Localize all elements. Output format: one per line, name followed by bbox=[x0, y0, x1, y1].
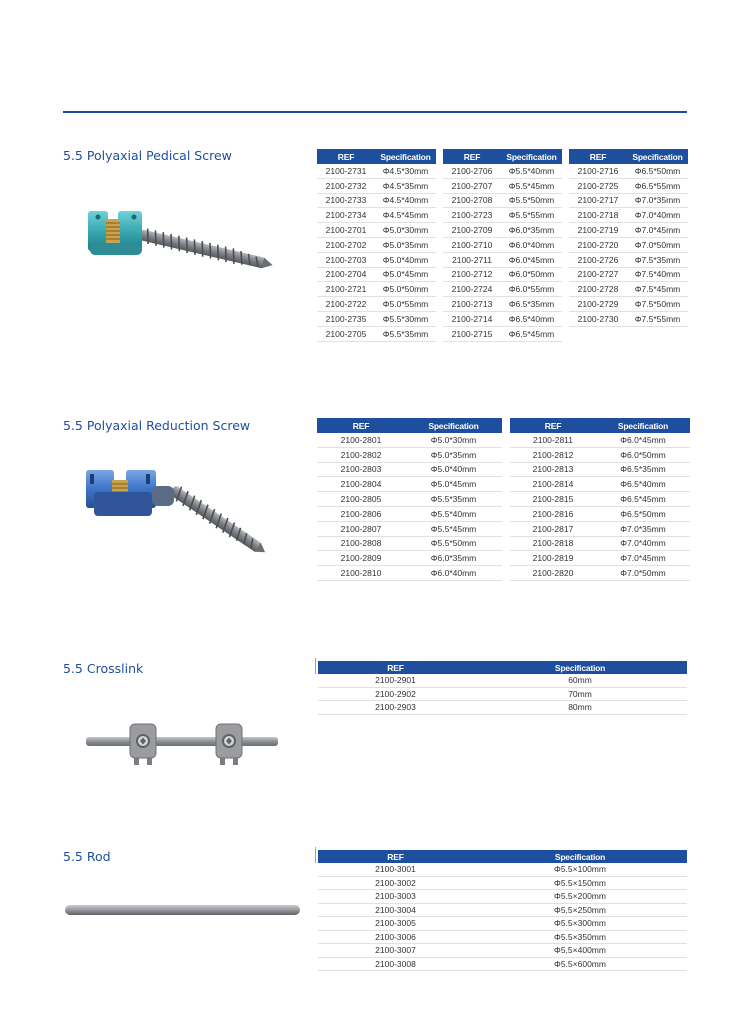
specification-cell: Φ6.5*35mm bbox=[501, 297, 562, 312]
column-header-ref: REF bbox=[317, 418, 405, 433]
table-row bbox=[317, 223, 436, 238]
ref-cell: 2100-2715 bbox=[443, 326, 501, 341]
table-row bbox=[443, 193, 562, 208]
ref-cell: 2100-2718 bbox=[569, 208, 627, 223]
ref-cell: 2100-2704 bbox=[317, 267, 375, 282]
ref-cell: 2100-2809 bbox=[317, 551, 405, 566]
ref-cell: 2100-2727 bbox=[569, 267, 627, 282]
specification-cell: Φ7.5*35mm bbox=[627, 252, 688, 267]
table-row bbox=[318, 890, 687, 904]
ref-cell: 2100-2811 bbox=[510, 433, 596, 447]
specification-cell: Φ5.5×200mm bbox=[473, 890, 687, 904]
table-row bbox=[317, 447, 502, 462]
specification-cell: Φ5.5×300mm bbox=[473, 917, 687, 931]
ref-cell: 2100-2725 bbox=[569, 178, 627, 193]
pedical-table-1 bbox=[317, 149, 436, 342]
table-row bbox=[443, 326, 562, 341]
ref-cell: 2100-2734 bbox=[317, 208, 375, 223]
table-row bbox=[317, 521, 502, 536]
table-row bbox=[510, 521, 690, 536]
ref-cell: 2100-2720 bbox=[569, 237, 627, 252]
ref-cell: 2100-2803 bbox=[317, 462, 405, 477]
table-row bbox=[317, 536, 502, 551]
rod-title: 5.5 Rod bbox=[63, 849, 111, 864]
column-header-specification: Specification bbox=[596, 418, 690, 433]
ref-cell: 2100-2730 bbox=[569, 311, 627, 326]
column-header-ref: REF bbox=[510, 418, 596, 433]
specification-cell: Φ7.0*35mm bbox=[596, 521, 690, 536]
specification-cell: Φ5.5*50mm bbox=[405, 536, 502, 551]
column-header-specification: Specification bbox=[627, 149, 688, 164]
table-row bbox=[318, 917, 687, 931]
table-row bbox=[510, 433, 690, 447]
column-header-ref: REF bbox=[318, 850, 473, 863]
crosslink-image bbox=[82, 718, 282, 766]
ref-cell: 2100-2817 bbox=[510, 521, 596, 536]
table-row bbox=[510, 477, 690, 492]
specification-cell: Φ6.0*45mm bbox=[596, 433, 690, 447]
table-row bbox=[510, 551, 690, 566]
specification-cell: Φ6.0*50mm bbox=[501, 267, 562, 282]
table-row bbox=[443, 208, 562, 223]
table-row bbox=[569, 237, 688, 252]
table-row bbox=[317, 492, 502, 507]
ref-cell: 2100-3001 bbox=[318, 863, 473, 876]
specification-cell: Φ5.5*55mm bbox=[501, 208, 562, 223]
specification-cell: Φ5.0*55mm bbox=[375, 297, 436, 312]
rod-image bbox=[64, 902, 302, 918]
crosslink-title: 5.5 Crosslink bbox=[63, 661, 144, 676]
specification-cell: Φ6.0*35mm bbox=[501, 223, 562, 238]
specification-cell: Φ5.5×400mm bbox=[473, 944, 687, 958]
ref-cell: 2100-2707 bbox=[443, 178, 501, 193]
reduction-table-1 bbox=[317, 418, 502, 581]
specification-cell: Φ5.0*35mm bbox=[405, 447, 502, 462]
ref-cell: 2100-3005 bbox=[318, 917, 473, 931]
ref-cell: 2100-2724 bbox=[443, 282, 501, 297]
table-row bbox=[317, 462, 502, 477]
table-row bbox=[317, 551, 502, 566]
specification-cell: Φ7.5*45mm bbox=[627, 282, 688, 297]
specification-cell: Φ6.5*50mm bbox=[627, 164, 688, 178]
table-row bbox=[317, 208, 436, 223]
pedical-screw-title: 5.5 Polyaxial Pedical Screw bbox=[63, 148, 232, 163]
table-row bbox=[443, 297, 562, 312]
reduction-screw-title: 5.5 Polyaxial Reduction Screw bbox=[63, 418, 251, 433]
ref-cell: 2100-2723 bbox=[443, 208, 501, 223]
reduction-table-2 bbox=[510, 418, 690, 581]
table-row bbox=[510, 566, 690, 581]
specification-cell: Φ6.0*55mm bbox=[501, 282, 562, 297]
column-header-specification: Specification bbox=[473, 850, 687, 863]
ref-cell: 2100-2902 bbox=[318, 687, 473, 701]
specification-cell: Φ6.0*40mm bbox=[405, 566, 502, 581]
ref-cell: 2100-2731 bbox=[317, 164, 375, 178]
specification-cell: Φ5.5*40mm bbox=[405, 506, 502, 521]
specification-cell: Φ5.5×350mm bbox=[473, 930, 687, 944]
ref-cell: 2100-2701 bbox=[317, 223, 375, 238]
table-row bbox=[318, 687, 687, 701]
ref-cell: 2100-2816 bbox=[510, 506, 596, 521]
table-row bbox=[318, 957, 687, 971]
ref-cell: 2100-3007 bbox=[318, 944, 473, 958]
table-row bbox=[317, 506, 502, 521]
table-row bbox=[317, 252, 436, 267]
specification-cell: Φ5.5×150mm bbox=[473, 876, 687, 890]
specification-cell: Φ6.0*45mm bbox=[501, 252, 562, 267]
ref-cell: 2100-2729 bbox=[569, 297, 627, 312]
ref-cell: 2100-2702 bbox=[317, 237, 375, 252]
table-row bbox=[510, 492, 690, 507]
specification-cell: Φ7.0*35mm bbox=[627, 193, 688, 208]
specification-cell: Φ6.5*50mm bbox=[596, 506, 690, 521]
ref-cell: 2100-2708 bbox=[443, 193, 501, 208]
specification-cell: Φ5.0*40mm bbox=[375, 252, 436, 267]
ref-cell: 2100-2805 bbox=[317, 492, 405, 507]
specification-cell: Φ5.5*45mm bbox=[405, 521, 502, 536]
table-row bbox=[318, 903, 687, 917]
ref-cell: 2100-2703 bbox=[317, 252, 375, 267]
ref-cell: 2100-2806 bbox=[317, 506, 405, 521]
specification-cell: Φ7.5*40mm bbox=[627, 267, 688, 282]
specification-cell: Φ5.5*35mm bbox=[375, 326, 436, 341]
ref-cell: 2100-2705 bbox=[317, 326, 375, 341]
ref-cell: 2100-2818 bbox=[510, 536, 596, 551]
specification-cell: 70mm bbox=[473, 687, 687, 701]
ref-cell: 2100-2711 bbox=[443, 252, 501, 267]
ref-cell: 2100-2802 bbox=[317, 447, 405, 462]
ref-cell: 2100-2814 bbox=[510, 477, 596, 492]
specification-cell: Φ5.0*30mm bbox=[405, 433, 502, 447]
ref-cell: 2100-2713 bbox=[443, 297, 501, 312]
ref-cell: 2100-2719 bbox=[569, 223, 627, 238]
ref-cell: 2100-2714 bbox=[443, 311, 501, 326]
crosslink-table bbox=[318, 661, 687, 715]
table-row bbox=[317, 326, 436, 341]
ref-cell: 2100-3006 bbox=[318, 930, 473, 944]
table-row bbox=[569, 282, 688, 297]
table-row bbox=[569, 178, 688, 193]
specification-cell: Φ7.5*50mm bbox=[627, 297, 688, 312]
table-row bbox=[443, 178, 562, 193]
ref-cell: 2100-2819 bbox=[510, 551, 596, 566]
ref-cell: 2100-2812 bbox=[510, 447, 596, 462]
table-row bbox=[318, 876, 687, 890]
specification-cell: Φ6.0*50mm bbox=[596, 447, 690, 462]
specification-cell: Φ5.5*40mm bbox=[501, 164, 562, 178]
specification-cell: Φ6.0*35mm bbox=[405, 551, 502, 566]
ref-cell: 2100-2728 bbox=[569, 282, 627, 297]
table-row bbox=[443, 252, 562, 267]
specification-cell: Φ6.5*40mm bbox=[596, 477, 690, 492]
table-row bbox=[318, 944, 687, 958]
reduction-screw-image bbox=[80, 462, 280, 572]
table-row bbox=[510, 462, 690, 477]
ref-cell: 2100-2712 bbox=[443, 267, 501, 282]
specification-cell: Φ5.0*50mm bbox=[375, 282, 436, 297]
ref-cell: 2100-2804 bbox=[317, 477, 405, 492]
column-header-ref: REF bbox=[318, 661, 473, 674]
table-row bbox=[510, 536, 690, 551]
table-row bbox=[317, 311, 436, 326]
specification-cell: Φ6.5*45mm bbox=[596, 492, 690, 507]
top-rule bbox=[63, 111, 687, 113]
table-row bbox=[510, 506, 690, 521]
ref-cell: 2100-2815 bbox=[510, 492, 596, 507]
specification-cell: Φ6.5*55mm bbox=[627, 178, 688, 193]
specification-cell: Φ7.0*45mm bbox=[596, 551, 690, 566]
specification-cell: Φ5.5*45mm bbox=[501, 178, 562, 193]
specification-cell: Φ7.0*50mm bbox=[596, 566, 690, 581]
table-row bbox=[443, 282, 562, 297]
ref-cell: 2100-2722 bbox=[317, 297, 375, 312]
table-row bbox=[569, 223, 688, 238]
specification-cell: Φ5.0*35mm bbox=[375, 237, 436, 252]
specification-cell: Φ5.5×600mm bbox=[473, 957, 687, 971]
column-header-specification: Specification bbox=[501, 149, 562, 164]
ref-cell: 2100-2710 bbox=[443, 237, 501, 252]
table-row bbox=[318, 674, 687, 687]
ref-cell: 2100-2706 bbox=[443, 164, 501, 178]
specification-cell: Φ4.5*45mm bbox=[375, 208, 436, 223]
table-row bbox=[318, 930, 687, 944]
specification-cell: Φ6.5*40mm bbox=[501, 311, 562, 326]
table-row bbox=[318, 701, 687, 715]
ref-cell: 2100-2726 bbox=[569, 252, 627, 267]
ref-cell: 2100-3002 bbox=[318, 876, 473, 890]
ref-cell: 2100-2716 bbox=[569, 164, 627, 178]
specification-cell: Φ7.0*45mm bbox=[627, 223, 688, 238]
specification-cell: 60mm bbox=[473, 674, 687, 687]
ref-cell: 2100-2733 bbox=[317, 193, 375, 208]
ref-cell: 2100-3008 bbox=[318, 957, 473, 971]
column-header-ref: REF bbox=[569, 149, 627, 164]
table-row bbox=[443, 164, 562, 178]
specification-cell: Φ6.5*45mm bbox=[501, 326, 562, 341]
table-row bbox=[443, 237, 562, 252]
table-row bbox=[443, 223, 562, 238]
ref-cell: 2100-2901 bbox=[318, 674, 473, 687]
ref-cell: 2100-2735 bbox=[317, 311, 375, 326]
table-row bbox=[317, 237, 436, 252]
table-row bbox=[569, 208, 688, 223]
specification-cell: Φ4.5*40mm bbox=[375, 193, 436, 208]
ref-cell: 2100-3004 bbox=[318, 903, 473, 917]
column-header-ref: REF bbox=[317, 149, 375, 164]
table-row bbox=[317, 477, 502, 492]
ref-cell: 2100-2813 bbox=[510, 462, 596, 477]
table-row bbox=[317, 267, 436, 282]
table-row bbox=[318, 863, 687, 876]
ref-cell: 2100-2717 bbox=[569, 193, 627, 208]
column-header-ref: REF bbox=[443, 149, 501, 164]
specification-cell: Φ5.5*30mm bbox=[375, 311, 436, 326]
table-row bbox=[569, 311, 688, 326]
column-header-specification: Specification bbox=[473, 661, 687, 674]
specification-cell: Φ6.5*35mm bbox=[596, 462, 690, 477]
specification-cell: Φ7.0*50mm bbox=[627, 237, 688, 252]
ref-cell: 2100-2801 bbox=[317, 433, 405, 447]
ref-cell: 2100-2732 bbox=[317, 178, 375, 193]
specification-cell: Φ5.5*50mm bbox=[501, 193, 562, 208]
table-row bbox=[317, 297, 436, 312]
table-row bbox=[317, 566, 502, 581]
table-row bbox=[317, 282, 436, 297]
table-row bbox=[569, 193, 688, 208]
specification-cell: 80mm bbox=[473, 701, 687, 715]
table-row bbox=[569, 297, 688, 312]
table-row bbox=[569, 164, 688, 178]
pedical-table-2 bbox=[443, 149, 562, 342]
table-row bbox=[510, 447, 690, 462]
specification-cell: Φ5.0*45mm bbox=[375, 267, 436, 282]
specification-cell: Φ5.0*40mm bbox=[405, 462, 502, 477]
specification-cell: Φ6.0*40mm bbox=[501, 237, 562, 252]
ref-cell: 2100-2820 bbox=[510, 566, 596, 581]
ref-cell: 2100-2709 bbox=[443, 223, 501, 238]
pedical-table-3 bbox=[569, 149, 688, 327]
ref-cell: 2100-2807 bbox=[317, 521, 405, 536]
specification-cell: Φ4.5*30mm bbox=[375, 164, 436, 178]
ref-cell: 2100-3003 bbox=[318, 890, 473, 904]
ref-cell: 2100-2810 bbox=[317, 566, 405, 581]
table-row bbox=[317, 164, 436, 178]
ref-cell: 2100-2721 bbox=[317, 282, 375, 297]
table-row bbox=[317, 433, 502, 447]
table-row bbox=[317, 178, 436, 193]
specification-cell: Φ5.5×100mm bbox=[473, 863, 687, 876]
specification-cell: Φ7.5*55mm bbox=[627, 311, 688, 326]
specification-cell: Φ5.5*35mm bbox=[405, 492, 502, 507]
table-row bbox=[569, 252, 688, 267]
specification-cell: Φ5.0*30mm bbox=[375, 223, 436, 238]
specification-cell: Φ7.0*40mm bbox=[627, 208, 688, 223]
table-row bbox=[569, 267, 688, 282]
ref-cell: 2100-2808 bbox=[317, 536, 405, 551]
table-row bbox=[317, 193, 436, 208]
ref-cell: 2100-2903 bbox=[318, 701, 473, 715]
table-row bbox=[443, 311, 562, 326]
rod-table bbox=[318, 850, 687, 971]
pedical-screw-image bbox=[80, 205, 280, 285]
column-header-specification: Specification bbox=[405, 418, 502, 433]
specification-cell: Φ4.5*35mm bbox=[375, 178, 436, 193]
column-header-specification: Specification bbox=[375, 149, 436, 164]
specification-cell: Φ7.0*40mm bbox=[596, 536, 690, 551]
table-row bbox=[443, 267, 562, 282]
specification-cell: Φ5.5×250mm bbox=[473, 903, 687, 917]
specification-cell: Φ5.0*45mm bbox=[405, 477, 502, 492]
